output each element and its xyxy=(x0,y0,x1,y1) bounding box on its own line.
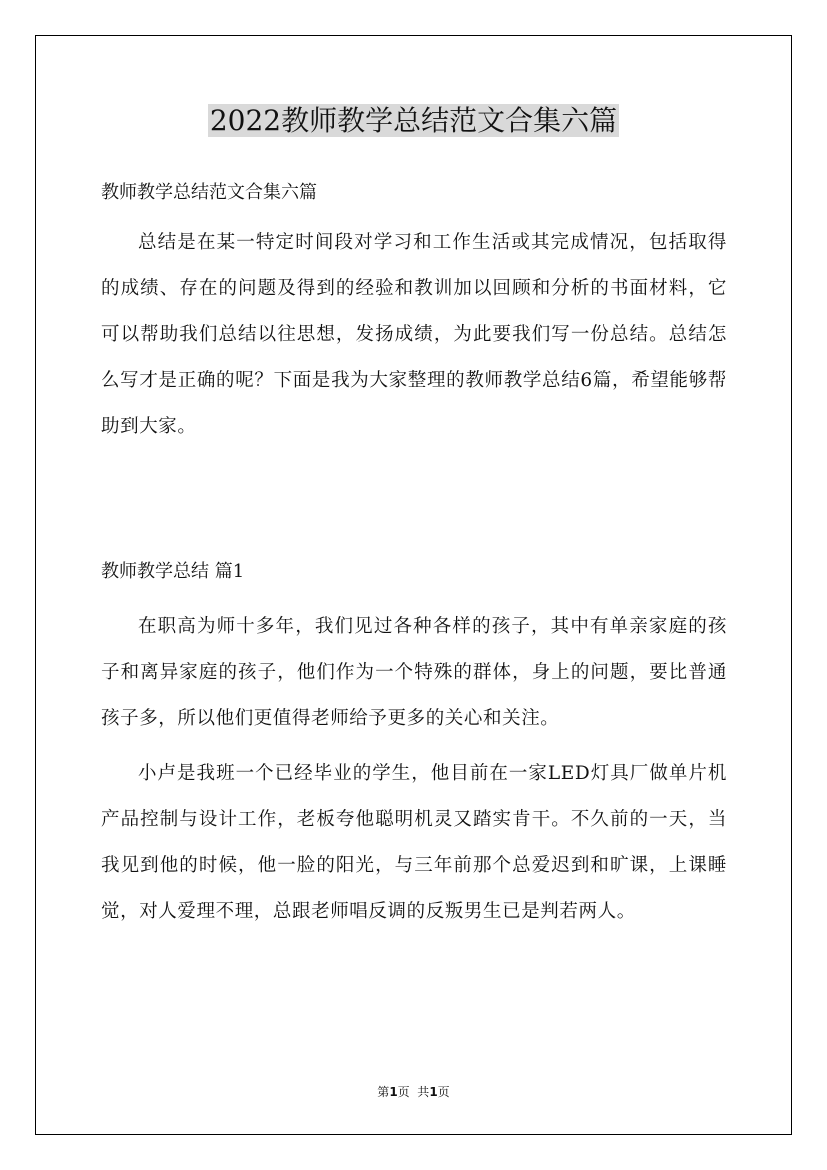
document-title-text: 2022教师教学总结范文合集六篇 xyxy=(209,104,618,137)
page-footer xyxy=(0,1083,827,1101)
footer-page-mid: 页 共 xyxy=(397,1085,430,1099)
footer-page-prefix: 第 xyxy=(377,1085,390,1099)
footer-page-suffix: 页 xyxy=(437,1085,450,1099)
intro-paragraph: 总结是在某一特定时间段对学习和工作生活或其完成情况，包括取得的成绩、存在的问题及得到的经验和教训加以回顾和分析的书面材料，它可以帮助我们总结以往思想，发扬成绩，为此要我们写一份总结。总结怎么写才是正确的呢？下面是我为大家整理的教师教学总结6篇，希望能够帮助到大家。 xyxy=(101,232,727,437)
section1-paragraph-1: 在职高为师十多年，我们见过各种各样的孩子，其中有单亲家庭的孩子和离异家庭的孩子，他们作为一个特殊的群体，身上的问题，要比普通孩子多，所以他们更值得老师给予更多的关心和关注。 xyxy=(101,616,727,729)
section-heading-1: 教师教学总结 篇1 xyxy=(101,561,245,582)
footer-page-total: 1 xyxy=(429,1085,438,1099)
document-subtitle: 教师教学总结范文合集六篇 xyxy=(101,182,317,203)
footer-page-current: 1 xyxy=(389,1085,398,1099)
section1-paragraph-2: 小卢是我班一个已经毕业的学生，他目前在一家LED灯具厂做单片机产品控制与设计工作，老板夸他聪明机灵又踏实肯干。不久前的一天，当我见到他的时候，他一脸的阳光，与三年前那个总爱迟到和旷课，上课睡觉，对人爱理不理，总跟老师唱反调的反叛男生已是判若两人。 xyxy=(101,763,727,922)
document-title xyxy=(0,101,827,141)
